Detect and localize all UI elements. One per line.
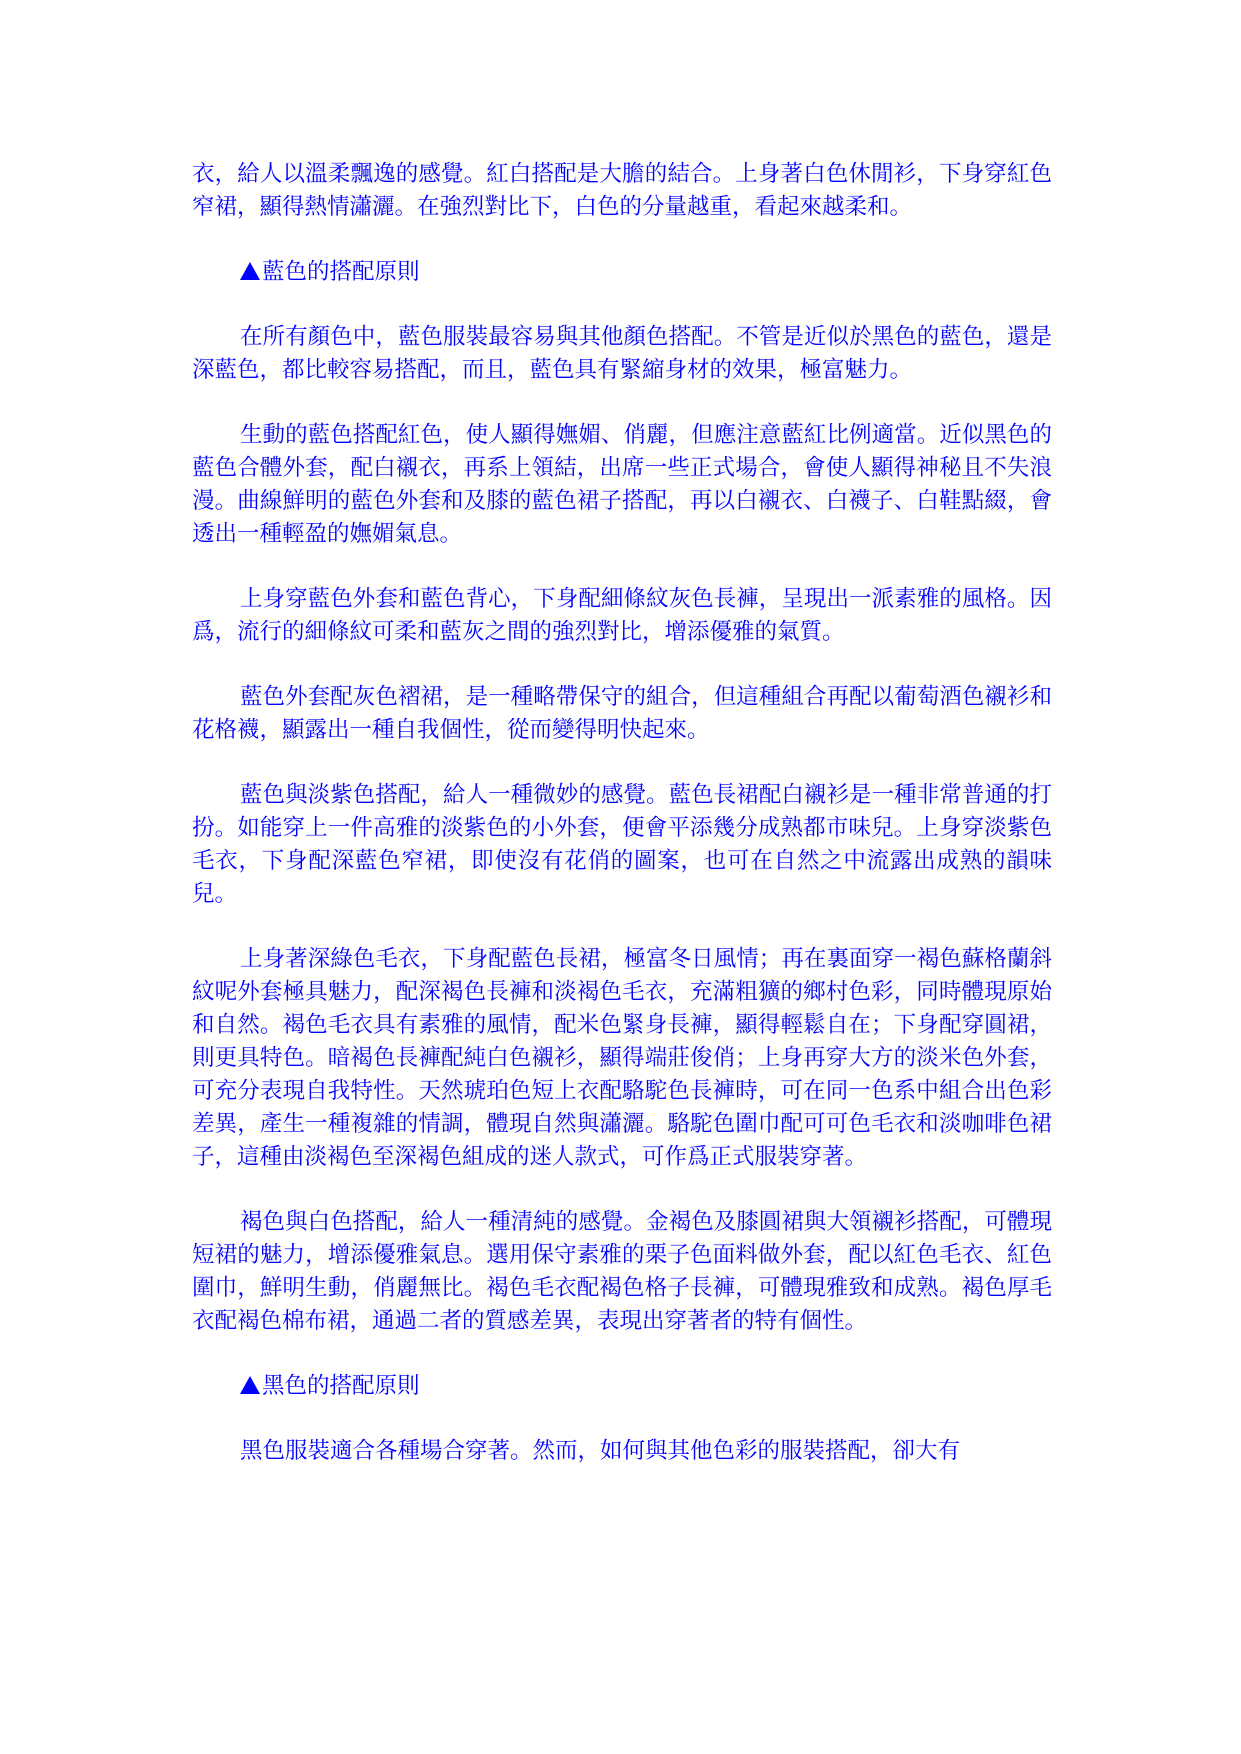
paragraph-blue-intro: 在所有顏色中，藍色服裝最容易與其他顏色搭配。不管是近似於黑色的藍色，還是深藍色，都比較容易搭配，而且，藍色具有緊縮身材的效果，極富魅力。 — [192, 324, 1052, 383]
paragraph-black-intro: 黑色服裝適合各種場合穿著。然而，如何與其他色彩的服裝搭配，卻大有 — [240, 1438, 961, 1464]
triangle-bullet-icon — [240, 262, 260, 280]
section-heading-blue — [192, 256, 1052, 289]
paragraph-blue-gray-skirt: 藍色外套配灰色褶裙，是一種略帶保守的組合，但這種組合再配以葡萄酒色襯衫和花格襪，顯露出一種自我個性，從而變得明快起來。 — [192, 684, 1052, 743]
paragraph-green-brown: 上身著深綠色毛衣，下身配藍色長裙，極富冬日風情；再在裏面穿一褐色蘇格蘭斜紋呢外套極具魅力，配深褐色長褲和淡褐色毛衣，充滿粗獷的鄉村色彩，同時體現原始和自然。褐色毛衣具有素雅的風情，配米色緊身長褲，顯得輕鬆自在；下身配穿圓裙，則更具特色。暗褐色長褲配純白色襯衫，顯得端莊俊俏；上身再穿大方的淡米色外套，可充分表現自我特性。天然琥珀色短上衣配駱駝色長褲時，可在同一色系中組合出色彩差異，產生一種複雜的情調，體現自然與瀟灑。駱駝色圍巾配可可色毛衣和淡咖啡色裙子，這種由淡褐色至深褐色組成的迷人款式，可作爲正式服裝穿著。 — [192, 946, 1052, 1170]
section-heading-blue-label: 藍色的搭配原則 — [262, 259, 420, 285]
section-heading-black-label: 黑色的搭配原則 — [262, 1373, 420, 1399]
paragraph-blue-purple: 藍色與淡紫色搭配，給人一種微妙的感覺。藍色長裙配白襯衫是一種非常普通的打扮。如能穿上一件高雅的淡紫色的小外套，便會平添幾分成熟都市味兒。上身穿淡紫色毛衣，下身配深藍色窄裙，即使沒有花俏的圖案，也可在自然之中流露出成熟的韻味兒。 — [192, 782, 1052, 907]
paragraph-blue-gray-trousers: 上身穿藍色外套和藍色背心，下身配細條紋灰色長褲，呈現出一派素雅的風格。因爲，流行的細條紋可柔和藍灰之間的強烈對比，增添優雅的氣質。 — [192, 586, 1052, 645]
paragraph-brown-white: 褐色與白色搭配，給人一種清純的感覺。金褐色及膝圓裙與大領襯衫搭配，可體現短裙的魅力，增添優雅氣息。選用保守素雅的栗子色面料做外套，配以紅色毛衣、紅色圍巾，鮮明生動，俏麗無比。褐色毛衣配褐色格子長褲，可體現雅致和成熟。褐色厚毛衣配褐色棉布裙，通過二者的質感差異，表現出穿著者的特有個性。 — [192, 1209, 1052, 1334]
document-page — [192, 158, 1052, 1500]
triangle-bullet-icon — [240, 1376, 260, 1394]
paragraph-blue-red: 生動的藍色搭配紅色，使人顯得嫵媚、俏麗，但應注意藍紅比例適當。近似黑色的藍色合體外套，配白襯衣，再系上領結，出席一些正式場合，會使人顯得神秘且不失浪漫。曲線鮮明的藍色外套和及膝的藍色裙子搭配，再以白襯衣、白襪子、白鞋點綴，會透出一種輕盈的嫵媚氣息。 — [192, 422, 1052, 547]
paragraph-red-white: 衣，給人以溫柔飄逸的感覺。紅白搭配是大膽的結合。上身著白色休閒衫，下身穿紅色窄裙，顯得熱情瀟灑。在強烈對比下，白色的分量越重，看起來越柔和。 — [192, 161, 1052, 220]
section-heading-black — [192, 1370, 1052, 1403]
